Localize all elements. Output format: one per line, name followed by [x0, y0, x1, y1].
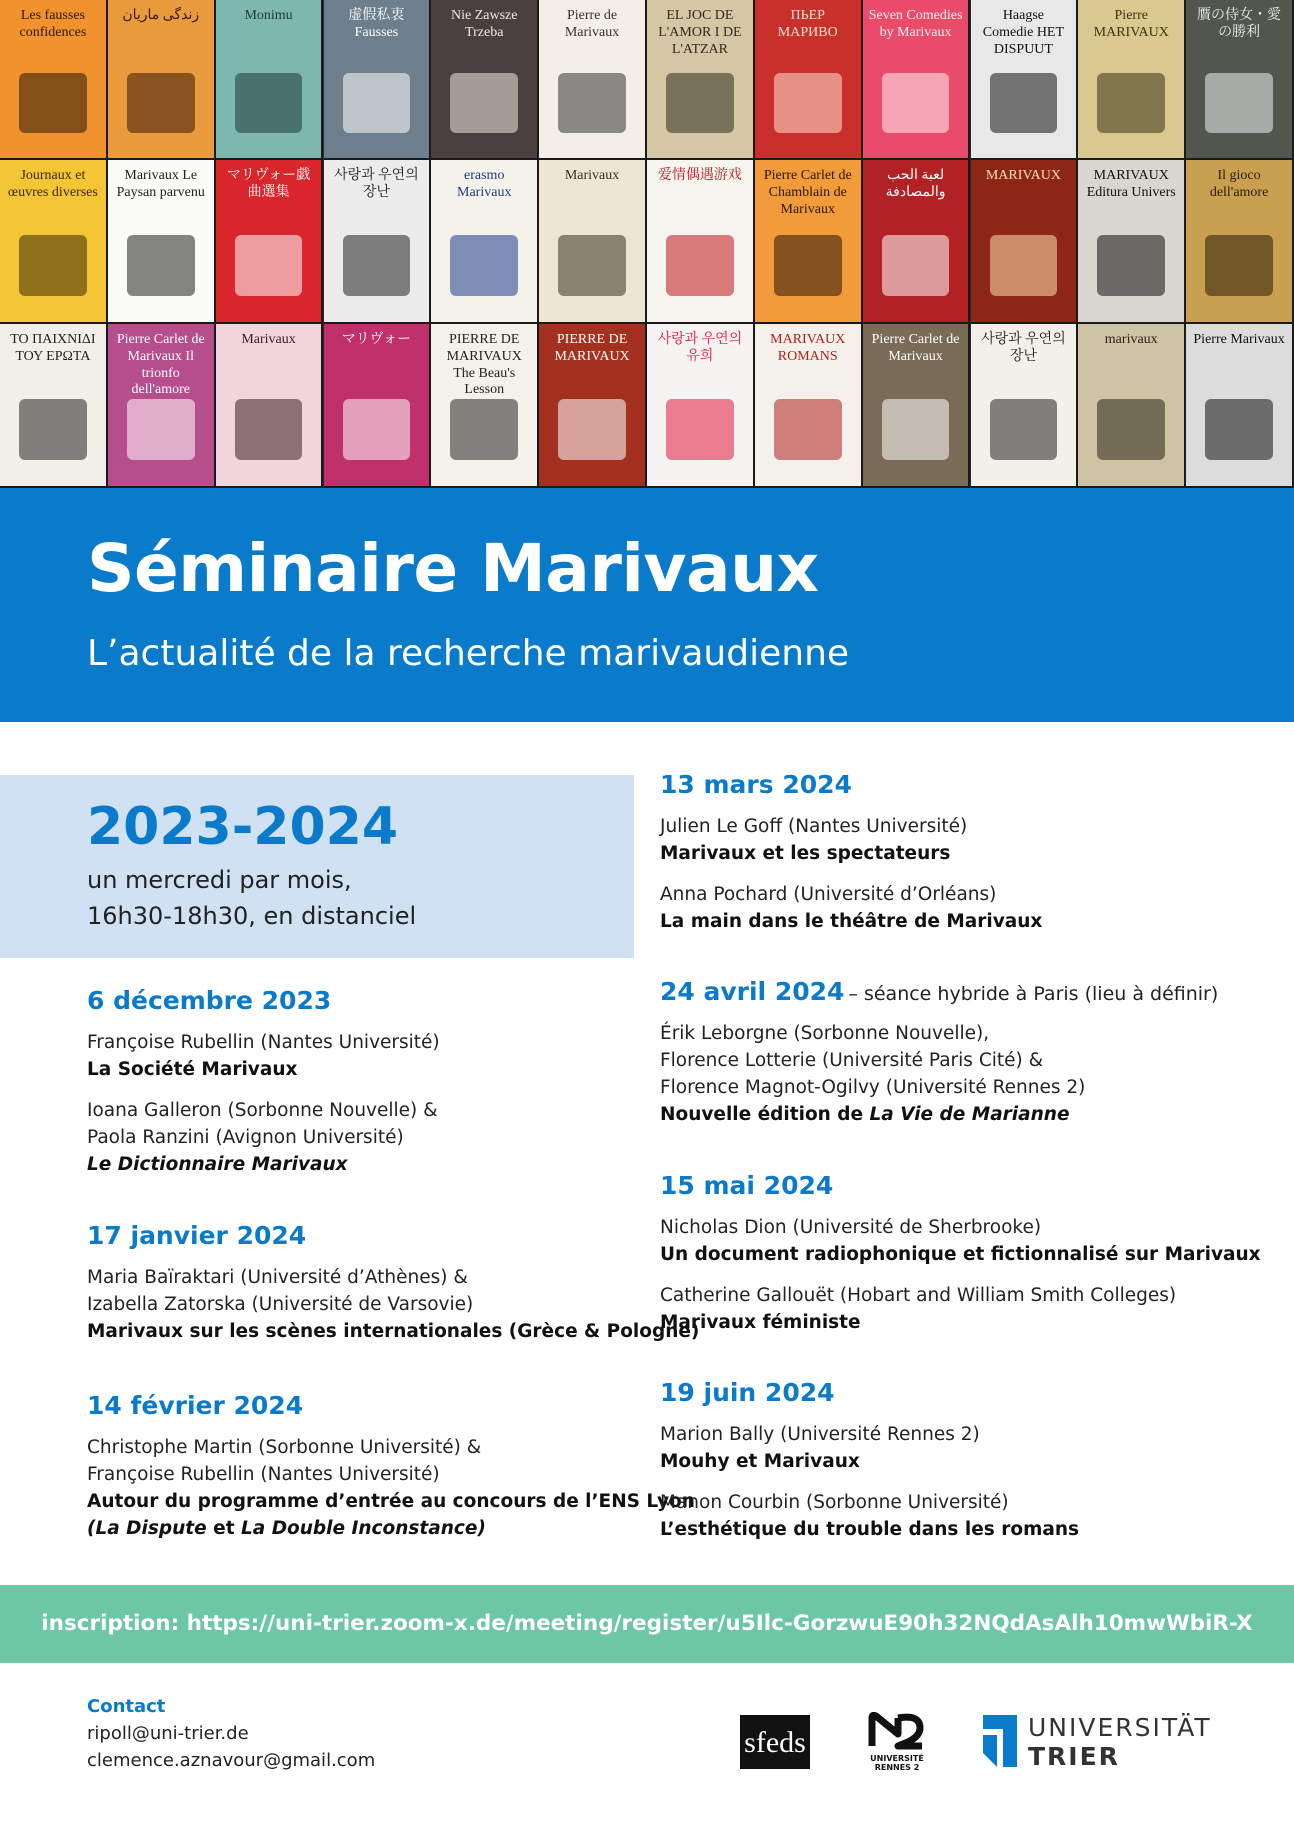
speaker: Paola Ranzini (Avignon Université)	[87, 1127, 404, 1148]
book-cover-title: 虚假私衷 Fausses	[348, 8, 405, 40]
book-cover-title: Pierre Carlet de Marivaux Il trionfo dell'amore	[116, 332, 205, 398]
book-cover-art	[343, 73, 411, 133]
book-cover-title: MARIVAUX Editura Univers	[1086, 168, 1176, 200]
book-cover	[755, 324, 863, 488]
session-january	[87, 1221, 699, 1359]
talk-title: Mouhy et Marivaux	[660, 1451, 860, 1472]
book-cover-art	[1097, 73, 1165, 133]
book-cover-title: Les fausses confidences	[19, 8, 87, 40]
year-box	[0, 775, 634, 958]
book-cover	[647, 324, 755, 488]
book-cover	[863, 160, 971, 324]
session-note: – séance hybride à Paris (lieu à définir)	[848, 983, 1219, 1005]
book-cover-title: EL JOC DE L'AMOR I DE L'ATZAR	[658, 8, 742, 57]
session-march	[660, 770, 1042, 949]
contact-email[interactable]: clemence.aznavour@gmail.com	[87, 1750, 376, 1771]
talk	[87, 1029, 440, 1083]
talk-title	[660, 1101, 1218, 1128]
speaker: Érik Leborgne (Sorbonne Nouvelle),	[660, 1023, 990, 1044]
book-cover	[1078, 324, 1186, 488]
book-cover-title: Journaux et œuvres diverses	[8, 168, 98, 200]
book-cover-title: 사랑과 우연의 유희	[657, 332, 743, 364]
speaker: Françoise Rubellin (Nantes Université)	[87, 1464, 440, 1485]
session-date: 19 juin 2024	[660, 1378, 835, 1407]
book-cover-title: Seven Comedies by Marivaux	[868, 8, 963, 40]
talk-title: Un document radiophonique et fictionnalisé sur Marivaux	[660, 1244, 1261, 1265]
book-cover-art	[774, 73, 842, 133]
title-banner	[0, 488, 1294, 722]
contact-heading: Contact	[87, 1696, 166, 1717]
talk	[660, 1214, 1261, 1268]
book-cover	[431, 160, 539, 324]
rennes2-logo	[868, 1712, 926, 1772]
speaker: Julien Le Goff (Nantes Université)	[660, 816, 968, 837]
year-heading: 2023-2024	[87, 797, 399, 857]
book-cover	[324, 324, 432, 488]
session-date	[660, 977, 1218, 1006]
book-cover-art	[882, 73, 950, 133]
book-cover-title: marivaux	[1104, 332, 1158, 347]
speaker: Florence Magnot-Ogilvy (Université Rennes 2)	[660, 1077, 1086, 1098]
book-cover-art	[450, 235, 518, 297]
book-cover	[108, 160, 216, 324]
sfeds-logo-text: sfeds	[744, 1726, 806, 1759]
book-cover-art	[235, 399, 303, 461]
book-cover-title: Marivaux Le Paysan parvenu	[116, 168, 205, 200]
book-cover	[431, 0, 539, 160]
talk-title: L’esthétique du trouble dans les romans	[660, 1519, 1080, 1540]
registration-link[interactable]: inscription: https://uni-trier.zoom-x.de/meeting/register/u5Ilc-GorzwuE90h32NQdAsAlh10mwWbiR-X	[0, 1585, 1294, 1663]
page-title: Séminaire Marivaux	[87, 530, 819, 607]
trier-logo	[983, 1713, 1212, 1771]
book-cover-title: MARIVAUX ROMANS	[770, 332, 846, 364]
book-cover-title: Nie Zawsze Trzeba	[451, 8, 518, 40]
book-cover	[647, 160, 755, 324]
talk	[660, 1282, 1261, 1336]
book-cover	[1186, 160, 1294, 324]
book-cover-title: PIERRE DE MARIVAUX The Beau's Lesson	[446, 332, 522, 398]
book-cover-title: لعبة الحب والمصادفة	[885, 168, 946, 200]
book-cover-title: 爱情偶遇游戏	[657, 168, 742, 183]
talk	[87, 1264, 699, 1345]
book-cover	[755, 160, 863, 324]
book-cover	[216, 0, 324, 160]
book-cover	[539, 0, 647, 160]
book-cover-art	[1097, 235, 1165, 297]
book-cover-title: 사랑과 우연의 장난	[334, 168, 419, 200]
book-cover-art	[774, 235, 842, 297]
talk	[87, 1097, 440, 1178]
book-cover	[431, 324, 539, 488]
book-cover-art	[1205, 235, 1273, 297]
book-cover-title: Il gioco dell'amore	[1209, 168, 1269, 200]
book-cover-art	[666, 235, 734, 297]
rennes2-mark-icon	[868, 1712, 926, 1750]
book-cover-title: Haagse Comedie HET DISPUUT	[982, 8, 1065, 57]
book-cover-title: Pierre Carlet de Marivaux	[871, 332, 960, 364]
book-cover-title: マリヴォー戯曲選集	[226, 168, 311, 200]
book-cover-art	[990, 235, 1058, 297]
book-cover-title: 사랑과 우연의 장난	[981, 332, 1066, 364]
book-cover	[1078, 160, 1186, 324]
sfeds-logo	[740, 1715, 810, 1769]
talk-title: La main dans le théâtre de Marivaux	[660, 911, 1043, 932]
book-cover-art	[558, 399, 626, 461]
session-date: 13 mars 2024	[660, 770, 852, 799]
session-date: 15 mai 2024	[660, 1171, 834, 1200]
book-cover-art	[1097, 399, 1165, 461]
page-subtitle: L’actualité de la recherche marivaudienne	[87, 633, 850, 674]
book-cover	[539, 324, 647, 488]
book-cover	[539, 160, 647, 324]
book-cover-art	[774, 399, 842, 461]
session-date-text: 24 avril 2024	[660, 977, 845, 1006]
book-cover-title: ПЬЕР МАРИВО	[777, 8, 838, 40]
book-cover-art	[990, 73, 1058, 133]
speaker: Françoise Rubellin (Nantes Université)	[87, 1032, 440, 1053]
session-may	[660, 1171, 1261, 1350]
rennes2-line: RENNES 2	[874, 1763, 920, 1772]
book-cover	[216, 160, 324, 324]
book-cover-art	[19, 73, 87, 133]
talk	[660, 881, 1042, 935]
book-cover	[863, 0, 971, 160]
book-cover-title: Pierre Marivaux	[1193, 332, 1285, 347]
book-cover	[0, 160, 108, 324]
book-cover	[1186, 0, 1294, 160]
book-cover-title: زندگى ماريان	[122, 8, 200, 23]
title-prefix: Nouvelle édition de	[660, 1104, 870, 1125]
paren-open: (	[87, 1518, 96, 1539]
speaker: Marion Bally (Université Rennes 2)	[660, 1424, 980, 1445]
session-date: 14 février 2024	[87, 1391, 304, 1420]
work-title: La Dispute	[95, 1518, 207, 1539]
book-cover	[971, 324, 1079, 488]
speaker: Anna Pochard (Université d’Orléans)	[660, 884, 997, 905]
book-cover-title: ΤΟ ΠΑΙΧΝΙΔΙ ΤΟΥ ΕΡΩΤΑ	[10, 332, 96, 364]
book-cover-art	[450, 399, 518, 461]
speaker: Nicholas Dion (Université de Sherbrooke)	[660, 1217, 1042, 1238]
book-cover-art	[127, 73, 195, 133]
book-cover-art	[990, 399, 1058, 461]
rennes2-line: UNIVERSITÉ	[870, 1754, 924, 1763]
book-cover	[0, 0, 108, 160]
book-cover	[971, 0, 1079, 160]
trier-line: UNIVERSITÄT	[1028, 1713, 1212, 1742]
speaker: Ioana Galleron (Sorbonne Nouvelle) &	[87, 1100, 438, 1121]
talk	[660, 1489, 1079, 1543]
session-april	[660, 977, 1218, 1142]
session-date: 17 janvier 2024	[87, 1221, 307, 1250]
talk	[660, 1020, 1218, 1128]
talk-title: Marivaux sur les scènes internationales (Grèce & Pologne)	[87, 1321, 700, 1342]
book-cover-art	[450, 73, 518, 133]
book-cover-title: Pierre de Marivaux	[564, 8, 620, 40]
book-cover-art	[235, 235, 303, 297]
book-cover-art	[666, 399, 734, 461]
book-cover	[755, 0, 863, 160]
book-cover-title: Marivaux	[564, 168, 620, 183]
book-cover-title: マリヴォー	[341, 332, 412, 347]
book-cover-art	[127, 399, 195, 461]
talk-title: Autour du programme d’entrée au concours de l’ENS Lyon	[87, 1491, 695, 1512]
schedule-line: 16h30-18h30, en distanciel	[87, 902, 417, 930]
book-cover-art	[558, 235, 626, 297]
book-cover	[863, 324, 971, 488]
book-cover-title: MARIVAUX	[985, 168, 1062, 183]
book-cover-title: 贋の侍女・愛の勝利	[1197, 8, 1282, 40]
speaker: Maria Baïraktari (Université d’Athènes) &	[87, 1267, 468, 1288]
book-cover	[647, 0, 755, 160]
schedule-line: un mercredi par mois,	[87, 866, 352, 894]
session-date: 6 décembre 2023	[87, 986, 332, 1015]
talk-title: Le Dictionnaire Marivaux	[87, 1154, 348, 1175]
book-cover-title: erasmo Marivaux	[457, 168, 512, 200]
book-cover-art	[1205, 73, 1273, 133]
book-cover	[0, 324, 108, 488]
talk	[660, 1421, 1079, 1475]
book-cover-art	[343, 399, 411, 461]
book-cover	[108, 324, 216, 488]
book-cover	[1186, 324, 1294, 488]
contact-email[interactable]: ripoll@uni-trier.de	[87, 1723, 249, 1744]
book-cover-art	[1205, 399, 1273, 461]
session-december	[87, 986, 440, 1192]
talk	[660, 813, 1042, 867]
book-cover-art	[127, 235, 195, 297]
book-cover-art	[19, 399, 87, 461]
speaker: Izabella Zatorska (Université de Varsovie)	[87, 1294, 474, 1315]
book-cover	[324, 160, 432, 324]
trier-line: TRIER	[1028, 1742, 1120, 1771]
book-cover	[971, 160, 1079, 324]
book-cover-title: Marivaux	[241, 332, 296, 347]
book-cover-title: PIERRE DE MARIVAUX	[554, 332, 630, 364]
book-cover-collage	[0, 0, 1294, 488]
book-cover	[108, 0, 216, 160]
book-cover-art	[558, 73, 626, 133]
work-title: La Double Inconstance	[240, 1518, 478, 1539]
book-cover	[1078, 0, 1186, 160]
speaker: Manon Courbin (Sorbonne Université)	[660, 1492, 1009, 1513]
book-cover-art	[882, 235, 950, 297]
work-title: La Vie de Marianne	[869, 1104, 1070, 1125]
book-cover-title: Monimu	[244, 8, 293, 23]
conjunction: et	[206, 1518, 241, 1539]
talk-title: Marivaux féministe	[660, 1312, 861, 1333]
talk-title: Marivaux et les spectateurs	[660, 843, 951, 864]
talk	[87, 1434, 695, 1542]
speaker: Florence Lotterie (Université Paris Cité) &	[660, 1050, 1044, 1071]
speaker: Christophe Martin (Sorbonne Université) &	[87, 1437, 482, 1458]
trier-mark-icon	[983, 1715, 1017, 1767]
talk-title-continued	[87, 1515, 695, 1542]
speaker: Catherine Gallouët (Hobart and William Smith Colleges)	[660, 1285, 1177, 1306]
book-cover	[216, 324, 324, 488]
book-cover-art	[19, 235, 87, 297]
session-february	[87, 1391, 695, 1556]
book-cover-art	[666, 73, 734, 133]
book-cover-title: Pierre MARIVAUX	[1093, 8, 1169, 40]
book-cover-art	[882, 399, 950, 461]
book-cover-title: Pierre Carlet de Chamblain de Marivaux	[763, 168, 852, 217]
book-cover	[324, 0, 432, 160]
book-cover-art	[235, 73, 303, 133]
talk-title: La Société Marivaux	[87, 1059, 298, 1080]
paren-close: )	[477, 1518, 486, 1539]
book-cover-art	[343, 235, 411, 297]
contact-block	[87, 1693, 375, 1774]
session-june	[660, 1378, 1079, 1557]
